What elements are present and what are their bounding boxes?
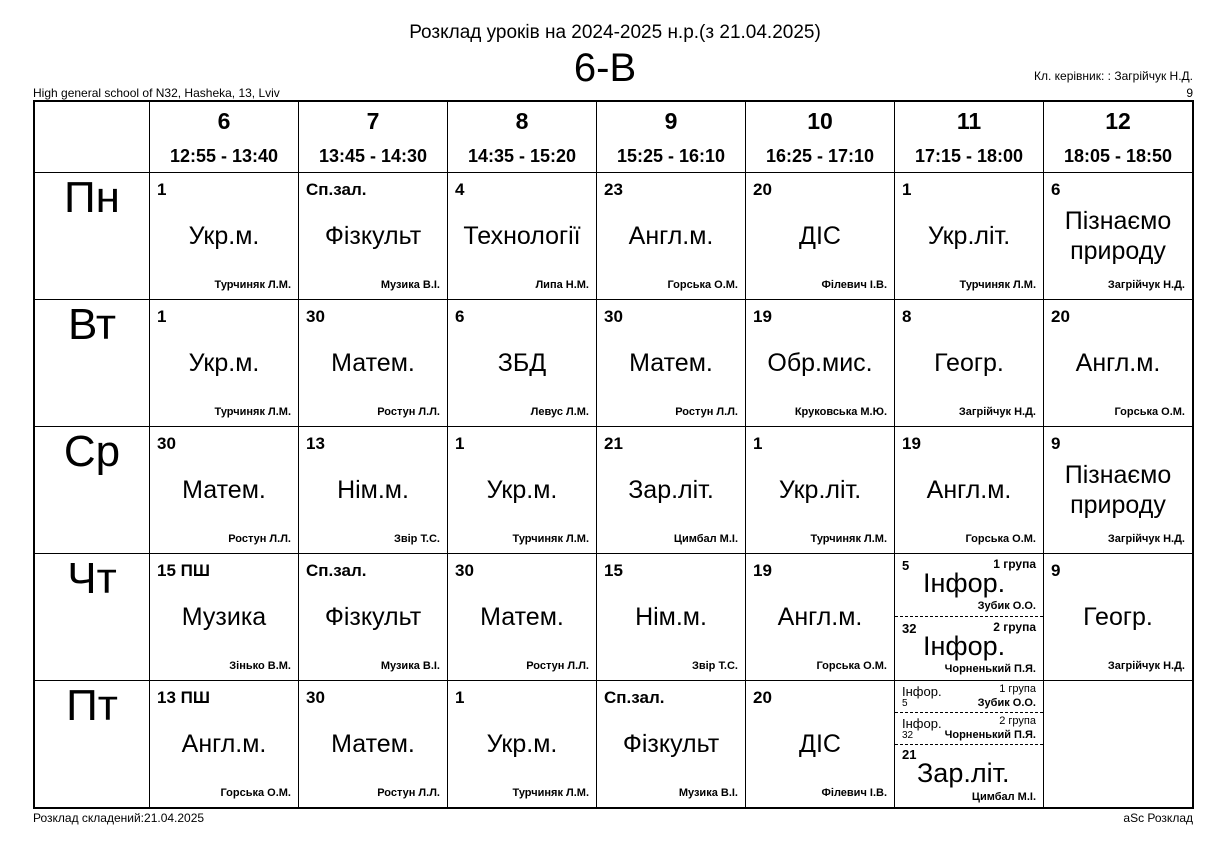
subject: Технології: [463, 222, 581, 250]
teacher-name: Круковська М.Ю.: [794, 406, 887, 418]
lesson-cell: [597, 681, 746, 809]
lesson-cell: [299, 681, 448, 809]
subject: Укр.літ.: [927, 222, 1011, 250]
teacher-name: Турчиняк Л.М.: [810, 533, 887, 545]
lesson-cell: [1044, 427, 1194, 554]
room-number: 8: [902, 307, 912, 326]
period-number: 11: [956, 108, 982, 134]
subject: Зар.літ.: [628, 476, 714, 504]
room-number: 30: [604, 307, 623, 326]
room-number: 30: [306, 307, 325, 326]
group-label: 2 група: [999, 715, 1036, 727]
room-number: 30: [455, 561, 474, 580]
subject: Матем.: [629, 349, 713, 377]
period-header: [448, 101, 597, 173]
lesson-cell: [746, 300, 895, 427]
lesson-cell: [448, 300, 597, 427]
room-number: 15: [604, 561, 623, 580]
period-header: [597, 101, 746, 173]
period-number: 8: [515, 108, 529, 134]
lesson-cell: [746, 681, 895, 809]
lesson-cell: [299, 554, 448, 681]
subject: Фізкульт: [622, 730, 720, 758]
subject: Геогр.: [1083, 603, 1153, 631]
period-header: [1044, 101, 1194, 173]
group-lesson: [895, 681, 1043, 713]
teacher-name: Турчиняк Л.М.: [214, 406, 291, 418]
subject: ЗБД: [497, 349, 547, 377]
room-number: 6: [1051, 180, 1061, 199]
generator-label: aSc Розклад: [1123, 811, 1193, 825]
lesson-cell: [150, 427, 299, 554]
teacher-name: Ростун Л.Л.: [228, 533, 291, 545]
room-number: 30: [306, 688, 325, 707]
day-row: [34, 554, 1193, 681]
teacher-name: Горська О.М.: [220, 787, 291, 799]
room-number: Сп.зал.: [306, 180, 367, 199]
teacher-name: Горська О.М.: [816, 660, 887, 672]
period-time: 16:25 - 17:10: [765, 146, 875, 166]
period-number: 12: [1105, 108, 1131, 134]
day-label: Пт: [34, 681, 150, 809]
subject: Матем.: [331, 349, 415, 377]
teacher-name: Чорненький П.Я.: [944, 663, 1036, 675]
teacher-name: Музика В.І.: [380, 279, 440, 291]
teacher-name: Загрійчук Н.Д.: [1107, 533, 1185, 545]
room-number: 5: [902, 698, 908, 709]
lesson-cell: [150, 300, 299, 427]
day-row: [34, 173, 1193, 300]
teacher-name: Загрійчук Н.Д.: [958, 406, 1036, 418]
teacher-name: Філевич І.В.: [821, 279, 887, 291]
subject: Укр.літ.: [778, 476, 862, 504]
room-number: 13 ПШ: [157, 688, 210, 707]
subject: Укр.м.: [486, 476, 558, 504]
lesson-cell: [597, 173, 746, 300]
group-label: 2 група: [993, 620, 1036, 634]
lesson-cell: [597, 300, 746, 427]
teacher-name: Липа Н.М.: [535, 279, 589, 291]
lesson-cell: [299, 300, 448, 427]
teacher-name: Звір Т.С.: [691, 660, 738, 672]
lesson-cell: [150, 173, 299, 300]
room-number: 1: [455, 688, 465, 707]
room-number: 5: [902, 558, 910, 573]
room-number: 30: [157, 434, 176, 453]
teacher-name: Звір Т.С.: [393, 533, 440, 545]
subject: Англ.м.: [1075, 349, 1161, 377]
teacher-name: Загрійчук Н.Д.: [1107, 660, 1185, 672]
teacher-name: Ростун Л.Л.: [675, 406, 738, 418]
empty-lesson-cell: [1044, 681, 1194, 809]
subject: Нім.м.: [635, 603, 707, 631]
period-time: 12:55 - 13:40: [169, 146, 279, 166]
room-number: 13: [306, 434, 325, 453]
group-lesson: [895, 745, 1043, 807]
subject: Зар.літ.: [917, 758, 1010, 788]
teacher-name: Турчиняк Л.М.: [959, 279, 1036, 291]
subject: Пізнаємо природу: [1064, 207, 1172, 265]
teacher-name: Горська О.М.: [1114, 406, 1185, 418]
room-number: 21: [902, 747, 917, 762]
room-number: 23: [604, 180, 623, 199]
room-number: 1: [753, 434, 763, 453]
period-time: 15:25 - 16:10: [616, 146, 726, 166]
teacher-name: Горська О.М.: [965, 533, 1036, 545]
room-number: 9: [1051, 561, 1061, 580]
room-number: 1: [157, 307, 167, 326]
teacher-name: Цимбал М.І.: [971, 791, 1036, 803]
subject: Матем.: [331, 730, 415, 758]
room-number: 6: [455, 307, 465, 326]
period-time: 17:15 - 18:00: [914, 146, 1024, 166]
subject: Укр.м.: [188, 222, 260, 250]
lesson-cell: [448, 173, 597, 300]
lesson-cell: [597, 427, 746, 554]
room-number: 1: [455, 434, 465, 453]
lesson-cell: [746, 173, 895, 300]
lesson-cell: [746, 554, 895, 681]
room-number: 9: [1051, 434, 1061, 453]
class-name: 6-В: [573, 46, 637, 90]
page-number: 9: [1186, 86, 1193, 100]
teacher-name: Турчиняк Л.М.: [512, 533, 589, 545]
period-header: [299, 101, 448, 173]
day-row: [34, 681, 1193, 809]
room-number: 20: [753, 180, 772, 199]
teacher-name: Левус Л.М.: [530, 406, 589, 418]
room-number: 20: [753, 688, 772, 707]
period-header: [150, 101, 299, 173]
teacher-name: Турчиняк Л.М.: [512, 787, 589, 799]
day-row: [34, 300, 1193, 427]
subject: Інфор.: [902, 684, 942, 699]
group-label: 1 група: [999, 683, 1036, 695]
subject: Англ.м.: [777, 603, 863, 631]
class-teacher: Кл. керівник: : Загрійчук Н.Д.: [1034, 69, 1193, 83]
created-date: Розклад складений:21.04.2025: [33, 811, 205, 825]
lesson-cell: [150, 554, 299, 681]
subject: Інфор.: [923, 631, 1006, 661]
teacher-name: Ростун Л.Л.: [526, 660, 589, 672]
day-label: Чт: [34, 554, 150, 681]
room-number: 1: [902, 180, 912, 199]
subject: Фізкульт: [324, 222, 422, 250]
lesson-cell: [895, 427, 1044, 554]
teacher-name: Зінько В.М.: [229, 660, 291, 672]
group-lesson: [895, 554, 1043, 617]
subject: ДІС: [799, 222, 841, 250]
period-number: 6: [217, 108, 231, 134]
lesson-cell: [1044, 173, 1194, 300]
teacher-name: Ростун Л.Л.: [377, 406, 440, 418]
day-label: Пн: [34, 173, 150, 300]
group-lesson: [895, 617, 1043, 679]
split-lesson-cell: [895, 554, 1044, 681]
room-number: 4: [455, 180, 465, 199]
corner-cell: [34, 101, 150, 173]
lesson-cell: [448, 427, 597, 554]
period-header: [895, 101, 1044, 173]
day-label: Вт: [34, 300, 150, 427]
lesson-cell: [448, 681, 597, 809]
group-label: 1 група: [993, 557, 1036, 571]
subject: Укр.м.: [188, 349, 260, 377]
subject: Укр.м.: [486, 730, 558, 758]
room-number: Сп.зал.: [604, 688, 665, 707]
room-number: 19: [753, 561, 772, 580]
subject: Англ.м.: [926, 476, 1012, 504]
subject: Нім.м.: [337, 476, 409, 504]
period-time: 14:35 - 15:20: [467, 146, 577, 166]
subject: Обр.мис.: [767, 349, 873, 377]
teacher-name: Загрійчук Н.Д.: [1107, 279, 1185, 291]
period-time: 18:05 - 18:50: [1063, 146, 1173, 166]
teacher-name: Цимбал М.І.: [673, 533, 738, 545]
subject: Інфор.: [902, 716, 942, 731]
teacher-name: Турчиняк Л.М.: [214, 279, 291, 291]
teacher-name: Зубик О.О.: [977, 697, 1036, 709]
subject: Пізнаємо природу: [1064, 461, 1172, 519]
teacher-name: Зубик О.О.: [977, 600, 1036, 612]
group-lesson: [895, 713, 1043, 745]
subject: ДІС: [799, 730, 841, 758]
period-header: [746, 101, 895, 173]
day-label: Ср: [34, 427, 150, 554]
header-row: [34, 101, 1193, 173]
teacher-name: Музика В.І.: [678, 787, 738, 799]
subject: Англ.м.: [628, 222, 714, 250]
timetable-grid: [33, 100, 1194, 809]
room-number: 19: [902, 434, 921, 453]
teacher-name: Музика В.І.: [380, 660, 440, 672]
room-number: 32: [902, 730, 914, 741]
subject: Фізкульт: [324, 603, 422, 631]
period-number: 9: [664, 108, 678, 134]
subject: Інфор.: [923, 568, 1006, 598]
day-row: [34, 427, 1193, 554]
lesson-cell: [448, 554, 597, 681]
school-name: High general school of N32, Hasheka, 13, Lviv: [33, 86, 280, 100]
teacher-name: Ростун Л.Л.: [377, 787, 440, 799]
room-number: 15 ПШ: [157, 561, 210, 580]
period-time: 13:45 - 14:30: [318, 146, 428, 166]
schedule-title: Розклад уроків на 2024-2025 н.р.(з 21.04.2025): [409, 22, 821, 43]
subject: Матем.: [182, 476, 266, 504]
room-number: 21: [604, 434, 623, 453]
room-number: 19: [753, 307, 772, 326]
teacher-name: Горська О.М.: [667, 279, 738, 291]
lesson-cell: [299, 427, 448, 554]
lesson-cell: [1044, 554, 1194, 681]
period-number: 7: [366, 108, 380, 134]
period-number: 10: [807, 108, 833, 134]
room-number: 32: [902, 621, 917, 636]
lesson-cell: [150, 681, 299, 809]
subject: Геогр.: [934, 349, 1004, 377]
teacher-name: Філевич І.В.: [821, 787, 887, 799]
lesson-cell: [1044, 300, 1194, 427]
subject: Англ.м.: [181, 730, 267, 758]
room-number: 1: [157, 180, 167, 199]
subject: Матем.: [480, 603, 564, 631]
lesson-cell: [746, 427, 895, 554]
subject: Музика: [181, 603, 267, 631]
lesson-cell: [597, 554, 746, 681]
teacher-name: Чорненький П.Я.: [944, 729, 1036, 741]
lesson-cell: [299, 173, 448, 300]
lesson-cell: [895, 173, 1044, 300]
room-number: 20: [1051, 307, 1070, 326]
room-number: Сп.зал.: [306, 561, 367, 580]
lesson-cell: [895, 300, 1044, 427]
split-lesson-cell: [895, 681, 1044, 809]
